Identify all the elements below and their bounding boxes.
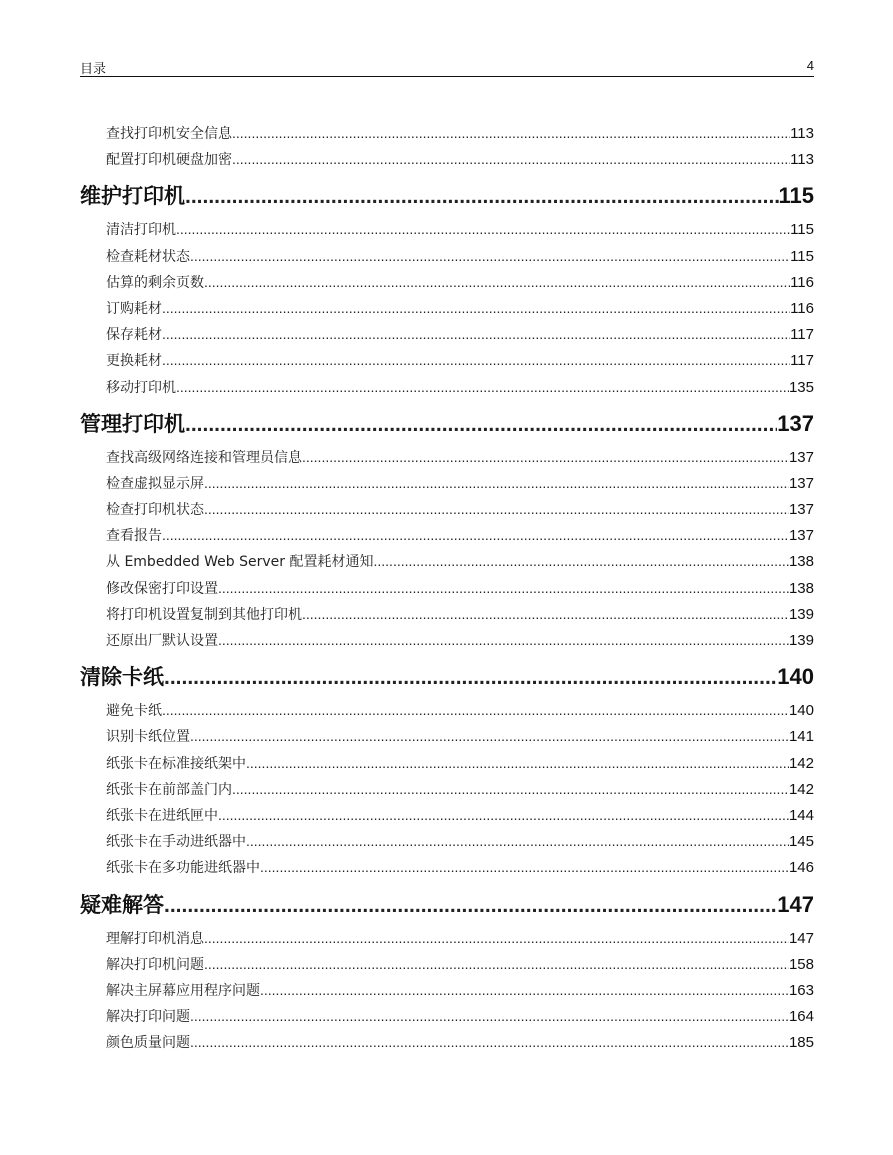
dot-leader — [218, 802, 789, 828]
toc-title[interactable]: 解决打印机问题 — [106, 956, 204, 973]
toc-title[interactable]: 保存耗材 — [106, 327, 162, 344]
toc-page-number[interactable]: 142 — [788, 780, 814, 798]
toc-section-heading[interactable] — [80, 404, 814, 444]
toc-title[interactable]: 更换耗材 — [106, 353, 162, 370]
toc-entry[interactable] — [80, 1029, 814, 1055]
dot-leader — [204, 496, 789, 522]
toc-page-number[interactable]: 139 — [788, 632, 814, 649]
toc-entry[interactable] — [80, 548, 814, 574]
toc-page-number[interactable]: 116 — [790, 299, 814, 317]
dot-leader — [232, 146, 790, 172]
toc-entry[interactable] — [80, 444, 814, 470]
toc-entry[interactable] — [80, 120, 814, 146]
toc-page-number[interactable]: 164 — [788, 1008, 814, 1026]
toc-page-number[interactable]: 137 — [788, 474, 814, 492]
toc-entry[interactable] — [80, 802, 814, 828]
toc-entry[interactable] — [80, 854, 814, 880]
dot-leader — [176, 374, 789, 400]
toc-title[interactable]: 纸张卡在前部盖门内 — [106, 781, 232, 798]
toc-title[interactable]: 检查虚拟显示屏 — [106, 475, 204, 492]
dot-leader — [246, 828, 789, 854]
toc-section-heading[interactable] — [80, 885, 814, 925]
table-of-contents — [80, 120, 814, 1055]
toc-title[interactable]: 理解打印机消息 — [106, 930, 204, 947]
toc-title[interactable]: 修改保密打印设置 — [106, 580, 218, 597]
toc-title[interactable]: 避免卡纸 — [106, 703, 162, 720]
dot-leader — [176, 216, 790, 242]
toc-title[interactable]: 维护打印机 — [80, 184, 185, 209]
toc-page-number[interactable]: 139 — [788, 605, 814, 623]
dot-leader — [302, 444, 789, 470]
header-title: 目录 — [80, 62, 107, 77]
toc-title[interactable]: 解决打印问题 — [106, 1009, 190, 1026]
toc-title[interactable]: 清除卡纸 — [80, 665, 164, 690]
toc-entry[interactable] — [80, 697, 814, 723]
toc-page-number[interactable]: 117 — [790, 352, 814, 370]
toc-title[interactable]: 还原出厂默认设置 — [106, 633, 218, 649]
toc-entry[interactable] — [80, 951, 814, 977]
dot-leader — [190, 243, 790, 269]
toc-entry[interactable] — [80, 374, 814, 400]
dot-leader — [204, 951, 789, 977]
toc-page-number[interactable]: 137 — [788, 448, 814, 466]
dot-leader — [374, 548, 789, 574]
toc-title[interactable]: 识别卡纸位置 — [106, 729, 190, 746]
toc-entry[interactable] — [80, 828, 814, 854]
toc-page-number[interactable]: 147 — [788, 929, 814, 947]
toc-entry[interactable] — [80, 1003, 814, 1029]
toc-page-number[interactable]: 115 — [790, 221, 814, 239]
dot-leader — [162, 321, 790, 347]
toc-title[interactable]: 管理打印机 — [80, 411, 185, 436]
toc-title[interactable]: 纸张卡在标准接纸架中 — [106, 755, 246, 772]
toc-title[interactable]: 查找高级网络连接和管理员信息 — [106, 449, 302, 466]
toc-title[interactable]: 颜色质量问题 — [106, 1035, 190, 1052]
dot-leader — [162, 347, 790, 373]
dot-leader — [190, 723, 789, 749]
dot-leader — [185, 405, 777, 444]
toc-title[interactable]: 订购耗材 — [106, 300, 162, 317]
page-header — [80, 58, 814, 77]
dot-leader — [164, 886, 777, 925]
toc-entry[interactable] — [80, 723, 814, 749]
toc-entry[interactable] — [80, 321, 814, 347]
dot-leader — [185, 177, 779, 216]
toc-page-number[interactable]: 115 — [778, 183, 814, 209]
toc-page-number[interactable]: 117 — [790, 326, 814, 344]
toc-page-number[interactable]: 163 — [788, 981, 814, 999]
dot-leader — [162, 295, 790, 321]
dot-leader — [218, 575, 789, 601]
toc-title[interactable]: 清洁打印机 — [106, 222, 176, 239]
toc-page-number[interactable]: 158 — [788, 955, 814, 973]
toc-entry[interactable] — [80, 269, 814, 295]
toc-entry[interactable] — [80, 470, 814, 496]
dot-leader — [204, 925, 789, 951]
toc-entry[interactable] — [80, 522, 814, 548]
toc-entry[interactable] — [80, 295, 814, 321]
toc-title[interactable]: 纸张卡在多功能进纸器中 — [106, 860, 260, 877]
toc-title[interactable]: 解决主屏幕应用程序问题 — [106, 982, 260, 999]
toc-title[interactable]: 检查耗材状态 — [106, 248, 190, 265]
toc-page-number[interactable]: 145 — [788, 833, 814, 851]
toc-section-heading[interactable] — [80, 176, 814, 216]
toc-title[interactable]: 纸张卡在进纸匣中 — [106, 807, 218, 824]
toc-title[interactable]: 纸张卡在手动进纸器中 — [106, 834, 246, 851]
toc-page-number[interactable]: 137 — [777, 410, 814, 436]
toc-title[interactable]: 查找打印机安全信息 — [106, 126, 232, 142]
toc-page-number[interactable]: 147 — [777, 891, 814, 917]
toc-page-number[interactable]: 113 — [790, 151, 814, 169]
toc-title[interactable]: 查看报告 — [106, 528, 162, 545]
toc-page-number[interactable]: 140 — [788, 702, 814, 720]
dot-leader — [260, 854, 789, 880]
toc-page-number[interactable]: 141 — [788, 728, 814, 746]
toc-page-number[interactable]: 142 — [788, 754, 814, 772]
dot-leader — [218, 627, 789, 653]
toc-page-number[interactable]: 144 — [788, 806, 814, 824]
dot-leader — [246, 750, 789, 776]
toc-page-number[interactable]: 138 — [788, 553, 814, 571]
dot-leader — [162, 697, 789, 723]
toc-page-number[interactable]: 137 — [788, 501, 814, 519]
toc-entry[interactable] — [80, 496, 814, 522]
toc-title[interactable]: 估算的剩余页数 — [106, 274, 204, 291]
toc-title[interactable]: 从 Embedded Web Server 配置耗材通知 — [106, 554, 374, 571]
toc-entry[interactable] — [80, 243, 814, 269]
toc-page-number[interactable]: 140 — [777, 664, 814, 690]
toc-entry[interactable] — [80, 776, 814, 802]
dot-leader — [190, 1029, 789, 1055]
toc-title[interactable]: 检查打印机状态 — [106, 502, 204, 519]
dot-leader — [204, 269, 790, 295]
toc-entry[interactable] — [80, 627, 814, 653]
toc-page-number[interactable]: 135 — [788, 378, 814, 396]
toc-page-number[interactable]: 138 — [788, 579, 814, 597]
toc-entry[interactable] — [80, 575, 814, 601]
toc-title[interactable]: 移动打印机 — [106, 379, 176, 396]
toc-page-number[interactable]: 116 — [790, 273, 814, 291]
toc-entry[interactable] — [80, 925, 814, 951]
header-page-number: 4 — [806, 58, 814, 73]
toc-section-heading[interactable] — [80, 657, 814, 697]
dot-leader — [302, 601, 789, 627]
toc-entry[interactable] — [80, 216, 814, 242]
dot-leader — [232, 120, 790, 146]
toc-title[interactable]: 配置打印机硬盘加密 — [106, 152, 232, 169]
toc-entry[interactable] — [80, 601, 814, 627]
dot-leader — [232, 776, 789, 802]
toc-page-number[interactable]: 146 — [788, 859, 814, 877]
dot-leader — [164, 658, 777, 697]
toc-entry[interactable] — [80, 750, 814, 776]
toc-page-number[interactable]: 113 — [790, 125, 814, 142]
dot-leader — [204, 470, 789, 496]
toc-page-number[interactable]: 115 — [790, 247, 814, 265]
toc-entry[interactable] — [80, 146, 814, 172]
dot-leader — [190, 1003, 789, 1029]
toc-page-number[interactable]: 185 — [788, 1034, 814, 1052]
toc-page-number[interactable]: 137 — [788, 527, 814, 545]
toc-entry[interactable] — [80, 347, 814, 373]
toc-title[interactable]: 疑难解答 — [80, 892, 164, 917]
toc-entry[interactable] — [80, 977, 814, 1003]
toc-title[interactable]: 将打印机设置复制到其他打印机 — [106, 606, 302, 623]
dot-leader — [162, 522, 789, 548]
dot-leader — [260, 977, 789, 1003]
